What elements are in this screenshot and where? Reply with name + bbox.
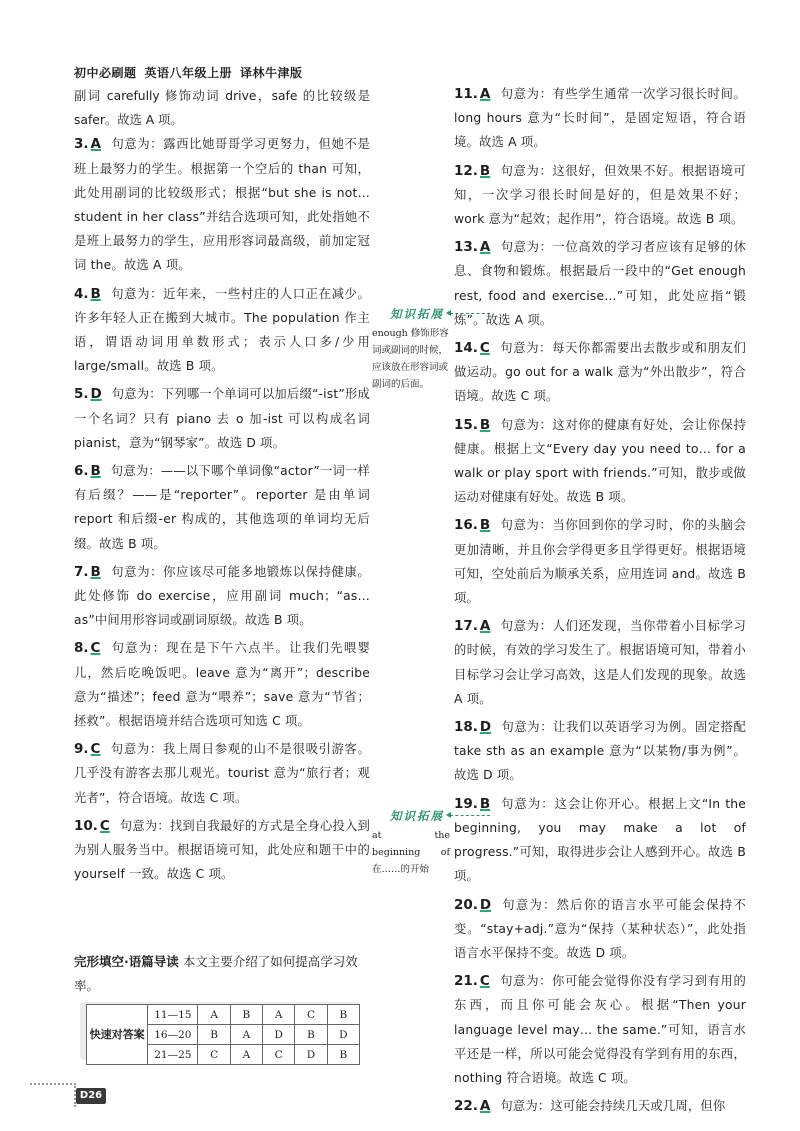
knowledge-tip: [372, 808, 450, 878]
answer-letter: A: [479, 618, 491, 635]
quick-answer-cell: C: [263, 1045, 295, 1065]
answer-item: [74, 282, 370, 379]
answer-item: [454, 336, 746, 409]
answer-item: [454, 159, 746, 232]
quick-answer-cell: D: [263, 1025, 295, 1045]
explanation-text: 句意为：这可能会持续几天或几周，但你: [500, 1099, 726, 1114]
quick-answer-cell: B: [327, 1045, 359, 1065]
question-number: 21.: [454, 973, 478, 990]
answer-letter: B: [90, 563, 101, 580]
answer-item: [454, 513, 746, 610]
answer-item: [74, 560, 370, 633]
question-range: 16—20: [148, 1025, 198, 1045]
question-number: 19.: [454, 795, 478, 812]
answer-item: [74, 459, 370, 556]
answer-letter: A: [479, 239, 491, 256]
quick-answer-cell: B: [295, 1025, 327, 1045]
quick-answer-cell: D: [295, 1045, 327, 1065]
answer-letter: B: [479, 162, 491, 179]
answer-letter: B: [479, 517, 491, 534]
explanation-text: 句意为：——以下哪个单词像“actor”一词一样有后缀？——是“reporter”。reporter 是由单词 report 和后缀-er 构成的，其他选项的单词均无后缀。故选 B 项。: [74, 464, 370, 551]
explanation-text: 句意为：找到自我最好的方式是全身心投入到为别人服务当中。根据语境可知，此处应和题干中的 yourself 一致。故选 C 项。: [74, 818, 370, 882]
answer-letter: D: [479, 896, 492, 913]
answer-letter: B: [90, 285, 101, 302]
answer-letter: C: [479, 973, 490, 990]
question-number: 22.: [454, 1098, 478, 1115]
left-answer-list: [74, 132, 370, 886]
question-range: 11—15: [148, 1005, 198, 1025]
tip-title: 知识拓展: [390, 307, 444, 321]
explanation-text: 句意为：然后你的语言水平可能会保持不变。“stay+adj.”意为“保持（某种状态）”，此处指语言水平保持不变。故选 D 项。: [454, 897, 746, 960]
cloze-label: 完形填空·语篇导读: [74, 954, 179, 969]
explanation-text: 句意为：这对你的健康有好处，会让你保持健康。根据上文“Every day you need to… for a walk or play sport with friends.”可知，散步或做运动对健康有好处。故选 B 项。: [454, 417, 746, 505]
question-number: 6.: [74, 463, 89, 480]
right-answer-list: [454, 82, 746, 1118]
answer-item: [454, 715, 746, 788]
question-range: 21—25: [148, 1045, 198, 1065]
question-number: 17.: [454, 618, 478, 635]
explanation-text: 句意为：露西比她哥哥学习更努力，但她不是班上最努力的学生。根据第一个空后的 than 可知，此处用副词的比较级形式；根据“but she is not… student in her class”并结合选项可知，此处指她不是班上最努力的学生，应用形容词最高级，前加定冠词 the。故选 A 项。: [74, 137, 370, 273]
answer-item: [454, 792, 746, 889]
answer-item: [74, 814, 370, 887]
quick-answer-cell: B: [198, 1025, 230, 1045]
answer-item: [74, 737, 370, 810]
explanation-text: 句意为：人们还发现，当你带着小目标学习的时候，有效的学习发生了。根据语境可知，带着小目标学习会让学习高效，这是人们发现的现象。故选 A 项。: [454, 619, 746, 706]
explanation-text: 句意为：现在是下午六点半。让我们先喂婴儿，然后吃晚饭吧。leave 意为“离开”；describe 意为“描述”；feed 意为“喂养”；save 意为“节省；拯救”。根据语境并结合选项可知选 C 项。: [74, 641, 370, 729]
quick-answer-table: [86, 1004, 360, 1065]
quick-answer-cell: B: [230, 1005, 262, 1025]
question-number: 7.: [74, 563, 89, 580]
answer-item: [454, 82, 746, 155]
answer-item: [454, 893, 746, 966]
answer-item: [74, 132, 370, 277]
answer-letter: A: [90, 136, 101, 153]
left-column: [74, 84, 370, 891]
answer-letter: D: [479, 719, 492, 736]
answer-letter: C: [99, 817, 110, 834]
tip-title: 知识拓展: [390, 809, 444, 823]
quick-answer-cell: C: [198, 1045, 230, 1065]
explanation-text: 句意为：你应该尽可能多地锻炼以保持健康。此处修饰 do exercise，应用副词 much；“as… as”中间用形容词或副词原级。故选 B 项。: [74, 564, 370, 628]
question-number: 8.: [74, 640, 89, 657]
answer-item: [454, 235, 746, 332]
answer-item: [454, 413, 746, 510]
answer-letter: C: [479, 340, 490, 357]
quick-answer-cell: C: [295, 1005, 327, 1025]
page-number: D26: [76, 1088, 106, 1104]
question-number: 5.: [74, 386, 89, 403]
quick-answer-cell: D: [327, 1025, 359, 1045]
explanation-text: 句意为：下列哪一个单词可以加后缀“-ist”形成一个名词？只有 piano 去 o 加-ist 可以构成名词 pianist，意为“钢琴家”。故选 D 项。: [74, 387, 370, 450]
answer-letter: A: [479, 1098, 491, 1115]
question-number: 13.: [454, 239, 478, 256]
quick-answer-cell: B: [327, 1005, 359, 1025]
explanation-text: 句意为：我上周日参观的山不是很吸引游客。几乎没有游客去那儿观光。tourist 意为“旅行者；观光者”，符合语境。故选 C 项。: [74, 742, 370, 805]
quick-answer-header: 快速对答案: [87, 1005, 148, 1065]
tip-text: at the beginning of 在……的开始: [372, 830, 450, 875]
quick-answer-row: [87, 1005, 360, 1025]
answer-letter: C: [90, 640, 101, 657]
explanation-text: 句意为：有些学生通常一次学习很长时间。long hours 意为“长时间”，是固定短语，符合语境。故选 A 项。: [454, 87, 746, 150]
cloze-section-heading: [74, 950, 374, 998]
explanation-text: 句意为：一位高效的学习者应该有足够的休息、食物和锻炼。根据最后一段中的“Get enough rest, food and exercise…”可知，此处应指“锻炼”。故选 A 项。: [454, 240, 746, 327]
knowledge-tip: [372, 306, 450, 393]
answer-letter: B: [479, 416, 491, 433]
quick-answer-cell: A: [263, 1005, 295, 1025]
explanation-text: 句意为：让我们以英语学习为例。固定搭配 take sth as an example 意为“以某物/事为例”。故选 D 项。: [454, 720, 746, 783]
answer-letter: A: [479, 86, 491, 102]
continued-explanation: 副词 carefully 修饰动词 drive，safe 的比较级是 safer。故选 A 项。: [74, 89, 370, 128]
question-number: 18.: [454, 719, 478, 736]
quick-answer-box: [80, 1002, 360, 1060]
quick-answer-cell: A: [198, 1005, 230, 1025]
right-column: [454, 82, 746, 1122]
answer-item: [454, 1094, 746, 1118]
explanation-text: 句意为：这会让你开心。根据上文“In the beginning, you may make a lot of progress.”可知，取得进步会让人感到开心。故选 B 项。: [454, 796, 746, 884]
answer-item: [74, 382, 370, 455]
book-subject: 英语八年级上册: [144, 66, 233, 80]
answer-item: [454, 969, 746, 1090]
question-number: 11.: [454, 86, 478, 102]
question-number: 20.: [454, 896, 478, 913]
answer-letter: B: [90, 463, 101, 480]
question-number: 14.: [454, 340, 478, 357]
cloze-description: 本文主要介绍了如何提高学习效率。: [74, 954, 358, 993]
answer-item: [454, 614, 746, 711]
question-number: 15.: [454, 416, 478, 433]
question-number: 12.: [454, 162, 478, 179]
answer-item: [74, 636, 370, 733]
quick-answer-cell: A: [230, 1025, 262, 1045]
explanation-text: 句意为：每天你都需要出去散步或和朋友们做运动。go out for a walk 意为“外出散步”，符合语境。故选 C 项。: [454, 341, 746, 404]
answer-letter: B: [479, 795, 491, 812]
book-series: 初中必刷题: [74, 66, 137, 80]
answer-letter: D: [90, 386, 102, 403]
book-edition: 译林牛津版: [240, 66, 303, 80]
question-number: 10.: [74, 817, 98, 834]
tip-text: enough 修饰形容词或副词的时候，应该放在形容词或副词的后面。: [372, 328, 449, 390]
explanation-text: 句意为：当你回到你的学习时，你的头脑会更加清晰，并且你会学得更多且学得更好。根据语境可知，空处前后为顺承关系，应用连词 and。故选 B 项。: [454, 518, 746, 606]
answer-letter: C: [90, 741, 101, 758]
question-number: 9.: [74, 741, 89, 758]
question-number: 3.: [74, 136, 89, 153]
explanation-text: 句意为：你可能会觉得你没有学习到有用的东西，而且你可能会灰心。根据“Then your language level may… the same.”可知，语言水平还是一样，所以可能会觉得没有学到有用的东西，nothing 符合语境。故选 C 项。: [454, 974, 746, 1085]
explanation-text: 句意为：这很好，但效果不好。根据语境可知，一次学习很长时间是好的，但是效果不好；work 意为“起效；起作用”，符合语境。故选 B 项。: [454, 163, 746, 227]
question-number: 4.: [74, 285, 89, 302]
page-header: [74, 64, 374, 81]
question-number: 16.: [454, 517, 478, 534]
quick-answer-cell: A: [230, 1045, 262, 1065]
explanation-text: 句意为：近年来，一些村庄的人口正在减少。许多年轻人正在搬到大城市。The population 作主语，谓语动词用单数形式；表示人口多/少用 large/small。故选 B 项。: [74, 286, 370, 374]
